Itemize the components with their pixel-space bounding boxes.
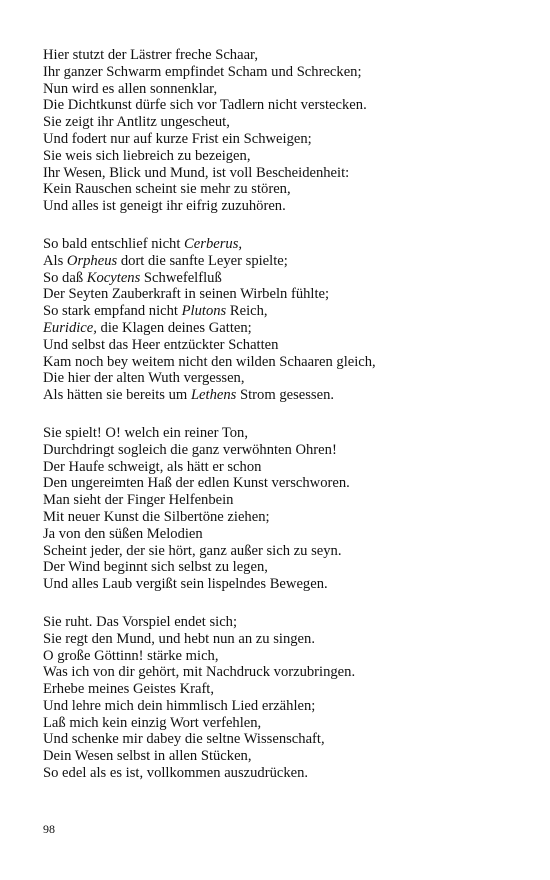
poem-line xyxy=(43,492,513,509)
line-text: O große Göttinn! stärke mich, xyxy=(43,647,219,664)
line-text: Die Dichtkunst dürfe sich vor Tadlern nicht verstecken. xyxy=(43,97,367,114)
line-text: Man sieht der Finger Helfenbein xyxy=(43,492,234,509)
poem-line xyxy=(43,459,513,476)
line-text: So bald entschlief nicht xyxy=(43,235,185,252)
poem-line xyxy=(43,543,513,560)
line-text: Durchdringt sogleich die ganz verwöhnten Ohren! xyxy=(43,441,337,458)
poem-line xyxy=(43,64,513,81)
line-text: Der Haufe schweigt, als hätt er schon xyxy=(43,458,262,475)
stanza xyxy=(43,47,513,215)
poem-line xyxy=(43,320,513,337)
line-text: Nun wird es allen sonnenklar, xyxy=(43,80,218,97)
poem-line xyxy=(43,631,513,648)
poem-text xyxy=(43,47,513,803)
line-text: Und alles ist geneigt ihr eifrig zuzuhören. xyxy=(43,198,286,215)
poem-line xyxy=(43,236,513,253)
poem-line xyxy=(43,614,513,631)
poem-line xyxy=(43,81,513,98)
line-text: Was ich von dir gehört, mit Nachdruck vorzubringen. xyxy=(43,664,356,681)
poem-line xyxy=(43,442,513,459)
poem-line xyxy=(43,576,513,593)
italic-name: Plutons xyxy=(181,303,227,320)
line-text: So daß xyxy=(43,269,87,286)
line-text: Sie ruht. Das Vorspiel endet sich; xyxy=(43,613,238,630)
line-text: Und alles Laub vergißt sein lispelndes Bewegen. xyxy=(43,576,328,593)
line-text: Der Wind beginnt sich selbst zu legen, xyxy=(43,559,268,576)
line-text: Und lehre mich dein himmlisch Lied erzählen; xyxy=(43,697,316,714)
poem-line xyxy=(43,270,513,287)
line-text: Der Seyten Zauberkraft in seinen Wirbeln fühlte; xyxy=(43,286,330,303)
italic-name: Lethens xyxy=(190,387,237,404)
line-text: Ihr Wesen, Blick und Mund, ist voll Bescheidenheit: xyxy=(43,164,350,181)
line-text: Laß mich kein einzig Wort verfehlen, xyxy=(43,714,262,731)
line-text: Kein Rauschen scheint sie mehr zu stören, xyxy=(43,181,291,198)
poem-line xyxy=(43,165,513,182)
page-number: 98 xyxy=(43,822,55,836)
line-text: Ja von den süßen Melodien xyxy=(43,525,203,542)
poem-line xyxy=(43,698,513,715)
line-text: die Klagen deines Gatten; xyxy=(96,319,252,336)
line-text: Sie regt den Mund, und hebt nun an zu singen. xyxy=(43,630,315,647)
stanza xyxy=(43,614,513,782)
line-text: Sie zeigt ihr Antlitz ungescheut, xyxy=(43,114,230,131)
line-text: Kam noch bey weitem nicht den wilden Schaaren gleich, xyxy=(43,353,376,370)
poem-line xyxy=(43,370,513,387)
line-text: So stark empfand nicht xyxy=(43,303,182,320)
poem-line xyxy=(43,748,513,765)
poem-line xyxy=(43,715,513,732)
stanza xyxy=(43,425,513,593)
poem-line xyxy=(43,664,513,681)
poem-line xyxy=(43,131,513,148)
line-text: Und fodert nur auf kurze Frist ein Schweigen; xyxy=(43,130,312,147)
stanza xyxy=(43,236,513,404)
poem-line xyxy=(43,286,513,303)
poem-line xyxy=(43,354,513,371)
line-text: Ihr ganzer Schwarm empfindet Scham und Schrecken; xyxy=(43,63,362,80)
line-text: Mit neuer Kunst die Silbertöne ziehen; xyxy=(43,508,270,525)
line-text: Dein Wesen selbst in allen Stücken, xyxy=(43,748,252,765)
line-text: Erhebe meines Geistes Kraft, xyxy=(43,681,215,698)
line-text: Den ungereimten Haß der edlen Kunst verschworen. xyxy=(43,475,350,492)
poem-line xyxy=(43,337,513,354)
poem-line xyxy=(43,731,513,748)
line-text: Strom gesessen. xyxy=(236,387,335,404)
italic-name: Cerberus, xyxy=(184,235,243,252)
poem-line xyxy=(43,526,513,543)
italic-name: Orpheus xyxy=(66,252,118,269)
line-text: Sie weis sich liebreich zu bezeigen, xyxy=(43,147,251,164)
poem-line xyxy=(43,198,513,215)
poem-line xyxy=(43,148,513,165)
poem-line xyxy=(43,559,513,576)
poem-line xyxy=(43,475,513,492)
poem-line xyxy=(43,97,513,114)
italic-name: Kocytens xyxy=(86,269,141,286)
poem-line xyxy=(43,765,513,782)
poem-line xyxy=(43,425,513,442)
poem-line xyxy=(43,387,513,404)
line-text: Reich, xyxy=(226,303,268,320)
poem-line xyxy=(43,509,513,526)
italic-name: Euridice, xyxy=(43,319,97,336)
line-text: Sie spielt! O! welch ein reiner Ton, xyxy=(43,424,248,441)
poem-line xyxy=(43,648,513,665)
line-text: Hier stutzt der Lästrer freche Schaar, xyxy=(43,47,258,63)
poem-line xyxy=(43,47,513,64)
line-text: Die hier der alten Wuth vergessen, xyxy=(43,370,245,387)
poem-line xyxy=(43,303,513,320)
line-text: Schwefelfluß xyxy=(140,269,222,286)
poem-line xyxy=(43,114,513,131)
line-text: dort die sanfte Leyer spielte; xyxy=(117,252,288,269)
line-text: Als hätten sie bereits um xyxy=(43,387,191,404)
poem-line xyxy=(43,181,513,198)
poem-line xyxy=(43,681,513,698)
line-text: So edel als es ist, vollkommen auszudrücken. xyxy=(43,765,309,782)
line-text: Und selbst das Heer entzückter Schatten xyxy=(43,336,279,353)
line-text: Scheint jeder, der sie hört, ganz außer sich zu seyn. xyxy=(43,542,342,559)
line-text: Und schenke mir dabey die seltne Wissenschaft, xyxy=(43,731,325,748)
poem-line xyxy=(43,253,513,270)
line-text: Als xyxy=(43,252,67,269)
